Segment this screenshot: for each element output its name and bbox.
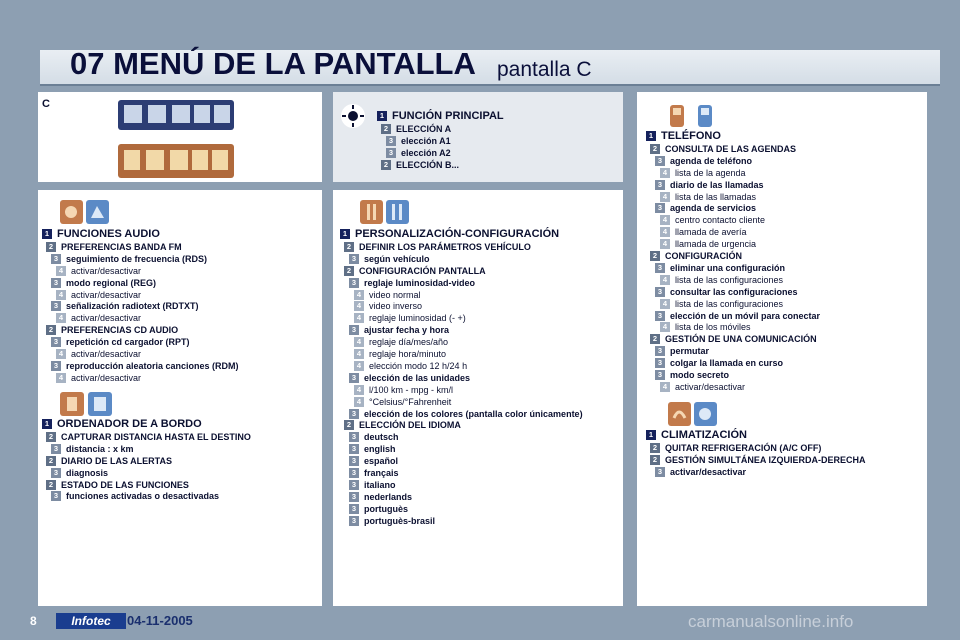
menu-item-label: activar/desactivar: [71, 349, 142, 359]
menu-item-label: lista de las configuraciones: [675, 298, 784, 309]
level-2-badge: 2: [650, 334, 660, 344]
level-2-badge: 2: [650, 443, 660, 453]
personal-menu-item: [349, 324, 449, 336]
menu-color-icons-icon: [118, 144, 234, 178]
menu-item-label: agenda de servicios: [670, 203, 757, 214]
personal-menu-item: [354, 336, 448, 348]
personal-menu-item: [349, 467, 399, 479]
personal-menu-item: [354, 384, 453, 396]
menu-item-label: portuguès-brasil: [364, 515, 436, 526]
level-3-badge: 3: [51, 444, 61, 454]
audio-icon: [60, 200, 110, 224]
level-3-badge: 3: [349, 278, 359, 288]
brightness-icon: [340, 103, 366, 129]
level-3-badge: 3: [51, 361, 61, 371]
telefono-menu-item: [660, 191, 756, 203]
audio-menu-item: [56, 372, 141, 384]
menu-item-label: elección modo 12 h/24 h: [369, 360, 468, 371]
level-3-badge: 3: [386, 136, 396, 146]
infotec-logo: Infotec: [56, 613, 126, 629]
level-3-badge: 3: [349, 373, 359, 383]
menu-item-label: CONFIGURACIÓN: [665, 251, 742, 261]
menu-item-label: agenda de teléfono: [670, 155, 753, 166]
level-4-badge: 4: [660, 275, 670, 285]
menu-item-label: colgar la llamada en curso: [670, 358, 784, 369]
personal-menu-item: [349, 408, 583, 420]
bordo-menu-item: [51, 443, 134, 455]
level-4-badge: 4: [354, 361, 364, 371]
level-3-badge: 3: [349, 456, 359, 466]
level-3-badge: 3: [655, 263, 665, 273]
level-2-badge: 2: [344, 266, 354, 276]
level-3-badge: 3: [349, 432, 359, 442]
menu-item-label: funciones activadas o desactivadas: [66, 491, 220, 502]
level-3-badge: 3: [349, 480, 359, 490]
level-3-badge: 3: [349, 516, 359, 526]
trip-computer-icon: [60, 392, 112, 416]
level-2-badge: 2: [650, 144, 660, 154]
level-4-badge: 4: [660, 322, 670, 332]
audio-menu-item: [56, 265, 141, 277]
level-1-badge: 1: [42, 229, 52, 239]
menu-item-label: ELECCIÓN B...: [396, 159, 460, 170]
menu-item-label: activar/desactivar: [71, 289, 142, 300]
level-3-badge: 3: [655, 311, 665, 321]
clima-menu-item: [646, 428, 747, 442]
menu-item-label: ajustar fecha y hora: [364, 325, 450, 336]
level-2-badge: 2: [650, 455, 660, 465]
footer-date: 04-11-2005: [127, 613, 193, 628]
level-3-badge: 3: [655, 156, 665, 166]
principal-menu-item: [377, 109, 504, 123]
level-1-badge: 1: [646, 131, 656, 141]
level-3-badge: 3: [386, 148, 396, 158]
clima-menu-item: [650, 442, 821, 454]
level-2-badge: 2: [381, 124, 391, 134]
menu-item-label: °Celsius/°Fahrenheit: [369, 396, 452, 407]
clima-menu-item: [650, 454, 866, 466]
level-4-badge: 4: [660, 382, 670, 392]
level-3-badge: 3: [349, 492, 359, 502]
menu-item-label: FUNCIONES AUDIO: [57, 228, 160, 240]
bordo-menu-item: [46, 455, 172, 467]
telefono-menu-item: [650, 333, 817, 345]
personal-menu-item: [349, 253, 430, 265]
personal-menu-item: [349, 277, 475, 289]
level-4-badge: 4: [56, 373, 66, 383]
page-number: 8: [30, 614, 37, 628]
menu-item-label: english: [364, 444, 396, 455]
menu-item-label: lista de las llamadas: [675, 191, 757, 202]
menu-item-label: CONFIGURACIÓN PANTALLA: [359, 265, 486, 276]
telefono-menu-item: [660, 321, 751, 333]
menu-item-label: elección A2: [401, 147, 451, 158]
level-4-badge: 4: [660, 192, 670, 202]
menu-item-label: permutar: [670, 346, 710, 357]
menu-item-label: activar/desactivar: [71, 372, 142, 383]
personal-menu-item: [349, 515, 435, 527]
telefono-menu-item: [655, 155, 752, 167]
principal-menu-item: [381, 123, 451, 135]
telefono-menu-item: [660, 274, 783, 286]
telefono-menu-item: [655, 369, 729, 381]
telefono-menu-item: [660, 238, 756, 250]
bordo-menu-item: [46, 479, 189, 491]
menu-item-label: seguimiento de frecuencia (RDS): [66, 253, 208, 264]
menu-item-label: llamada de urgencia: [675, 239, 757, 250]
personal-menu-item: [349, 431, 399, 443]
menu-item-label: FUNCIÓN PRINCIPAL: [392, 110, 504, 122]
level-4-badge: 4: [354, 385, 364, 395]
audio-menu-item: [42, 227, 160, 241]
telefono-menu-item: [655, 345, 709, 357]
menu-item-label: portuguès: [364, 503, 408, 514]
audio-menu-item: [56, 312, 141, 324]
level-3-badge: 3: [51, 468, 61, 478]
level-4-badge: 4: [56, 313, 66, 323]
telefono-menu-item: [655, 357, 783, 369]
bordo-menu-item: [46, 431, 251, 443]
telefono-menu-item: [655, 310, 820, 322]
menu-item-label: ESTADO DE LAS FUNCIONES: [61, 479, 189, 490]
level-4-badge: 4: [354, 301, 364, 311]
menu-item-label: centro contacto cliente: [675, 215, 766, 226]
menu-item-label: nederlands: [364, 491, 413, 502]
audio-menu-item: [51, 300, 199, 312]
telefono-menu-item: [655, 286, 798, 298]
menu-item-label: français: [364, 468, 399, 478]
screen-color-icon-strip: [118, 144, 234, 178]
level-1-badge: 1: [646, 430, 656, 440]
level-3-badge: 3: [51, 301, 61, 311]
menu-item-label: activar/desactivar: [670, 466, 747, 477]
audio-menu-item: [56, 348, 141, 360]
bordo-menu-item: [51, 467, 108, 479]
menu-item-label: lista de la agenda: [675, 167, 746, 178]
level-2-badge: 2: [344, 420, 354, 430]
menu-item-label: CONSULTA DE LAS AGENDAS: [665, 143, 797, 154]
menu-item-label: diario de las llamadas: [670, 179, 764, 190]
menu-item-label: según vehículo: [364, 253, 430, 264]
menu-item-label: l/100 km - mpg - km/l: [369, 384, 454, 395]
menu-item-label: reglaje luminosidad (- +): [369, 313, 466, 324]
phone-icon: [668, 104, 714, 128]
menu-item-label: ELECCIÓN A: [396, 123, 452, 134]
menu-item-label: italiano: [364, 479, 396, 490]
telefono-menu-item: [660, 214, 765, 226]
level-4-badge: 4: [354, 313, 364, 323]
personal-menu-item: [354, 348, 446, 360]
menu-item-label: español: [364, 456, 399, 467]
level-1-badge: 1: [340, 229, 350, 239]
personal-menu-item: [349, 503, 408, 515]
menu-item-label: activar/desactivar: [71, 265, 142, 276]
level-3-badge: 3: [51, 337, 61, 347]
bordo-menu-item: [42, 417, 202, 431]
level-2-badge: 2: [46, 480, 56, 490]
menu-item-label: QUITAR REFRIGERACIÓN (A/C OFF): [665, 442, 822, 453]
menu-item-label: deutsch: [364, 432, 399, 443]
telefono-menu-item: [655, 179, 764, 191]
telefono-menu-item: [650, 250, 742, 262]
audio-menu-item: [46, 241, 182, 253]
menu-item-label: activar/desactivar: [675, 381, 746, 392]
menu-item-label: PREFERENCIAS CD AUDIO: [61, 325, 179, 336]
menu-item-label: lista de los móviles: [675, 322, 751, 333]
level-3-badge: 3: [655, 358, 665, 368]
menu-item-label: elección de los colores (pantalla color únicamente): [364, 408, 583, 419]
level-4-badge: 4: [354, 337, 364, 347]
level-3-badge: 3: [655, 203, 665, 213]
personal-menu-item: [349, 479, 396, 491]
menu-item-label: reglaje día/mes/año: [369, 337, 449, 348]
telefono-menu-item: [655, 202, 756, 214]
settings-icon: [360, 200, 410, 224]
audio-menu-item: [51, 360, 239, 372]
principal-menu-item: [386, 147, 451, 159]
level-4-badge: 4: [660, 168, 670, 178]
level-3-badge: 3: [349, 325, 359, 335]
level-3-badge: 3: [349, 468, 359, 478]
menu-icons-icon: [118, 100, 234, 130]
telefono-menu-item: [655, 262, 785, 274]
level-4-badge: 4: [660, 215, 670, 225]
personal-menu-item: [349, 443, 396, 455]
climate-icon: [668, 402, 718, 426]
page-subtitle: pantalla C: [497, 58, 592, 81]
personal-menu-item: [344, 419, 461, 431]
audio-menu-item: [51, 277, 156, 289]
personal-menu-item: [344, 265, 486, 277]
page-title: 07 MENÚ DE LA PANTALLA: [70, 46, 476, 81]
level-4-badge: 4: [56, 349, 66, 359]
menu-item-label: repetición cd cargador (RPT): [66, 337, 190, 348]
level-4-badge: 4: [354, 397, 364, 407]
level-3-badge: 3: [349, 254, 359, 264]
level-2-badge: 2: [344, 242, 354, 252]
menu-item-label: eliminar una configuración: [670, 262, 786, 273]
menu-item-label: diagnosis: [66, 467, 109, 478]
level-4-badge: 4: [660, 239, 670, 249]
level-3-badge: 3: [349, 409, 359, 419]
audio-menu-item: [56, 289, 141, 301]
menu-item-label: distancia : x km: [66, 443, 134, 454]
level-3-badge: 3: [655, 346, 665, 356]
level-2-badge: 2: [46, 242, 56, 252]
level-3-badge: 3: [655, 467, 665, 477]
level-4-badge: 4: [354, 349, 364, 359]
menu-item-label: modo secreto: [670, 370, 730, 380]
level-4-badge: 4: [660, 299, 670, 309]
personal-menu-item: [354, 360, 467, 372]
audio-menu-item: [46, 324, 178, 336]
menu-item-label: consultar las configuraciones: [670, 286, 798, 297]
menu-item-label: PREFERENCIAS BANDA FM: [61, 241, 182, 252]
audio-menu-item: [51, 253, 207, 265]
level-4-badge: 4: [56, 290, 66, 300]
level-3-badge: 3: [655, 287, 665, 297]
menu-item-label: reglaje hora/minuto: [369, 349, 447, 359]
menu-item-label: reglaje luminosidad-video: [364, 277, 476, 288]
audio-menu-item: [51, 336, 190, 348]
level-3-badge: 3: [655, 180, 665, 190]
menu-item-label: GESTIÓN SIMULTÁNEA IZQUIERDA-DERECHA: [665, 454, 866, 465]
menu-item-label: llamada de avería: [675, 227, 747, 238]
personal-menu-item: [354, 396, 451, 408]
screen-label: C: [42, 98, 50, 110]
menu-item-label: elección de las unidades: [364, 372, 471, 383]
menu-item-label: activar/desactivar: [71, 313, 142, 324]
personal-menu-item: [349, 491, 412, 503]
telefono-menu-item: [660, 226, 747, 238]
level-2-badge: 2: [46, 325, 56, 335]
menu-item-label: ORDENADOR DE A BORDO: [57, 418, 202, 430]
level-3-badge: 3: [51, 491, 61, 501]
menu-item-label: señalización radiotext (RDTXT): [66, 301, 199, 312]
menu-item-label: DIARIO DE LAS ALERTAS: [61, 455, 173, 466]
level-3-badge: 3: [51, 254, 61, 264]
personal-menu-item: [354, 300, 422, 312]
level-4-badge: 4: [660, 227, 670, 237]
menu-item-label: PERSONALIZACIÓN-CONFIGURACIÓN: [355, 228, 560, 240]
telefono-menu-item: [660, 167, 746, 179]
telefono-menu-item: [646, 129, 721, 143]
menu-item-label: video inverso: [369, 301, 423, 312]
level-3-badge: 3: [349, 444, 359, 454]
personal-menu-item: [349, 455, 398, 467]
menu-item-label: reproducción aleatoria canciones (RDM): [66, 360, 239, 371]
level-1-badge: 1: [42, 419, 52, 429]
level-3-badge: 3: [349, 504, 359, 514]
level-2-badge: 2: [650, 251, 660, 261]
personal-menu-item: [354, 312, 466, 324]
clima-menu-item: [655, 466, 746, 478]
menu-item-label: modo regional (REG): [66, 277, 156, 288]
telefono-menu-item: [660, 298, 783, 310]
principal-menu-item: [386, 135, 451, 147]
watermark: carmanualsonline.info: [688, 612, 854, 631]
principal-menu-item: [381, 159, 459, 171]
menu-item-label: DEFINIR LOS PARÁMETROS VEHÍCULO: [359, 241, 531, 252]
menu-item-label: elección de un móvil para conectar: [670, 310, 821, 321]
level-2-badge: 2: [46, 432, 56, 442]
telefono-menu-item: [660, 381, 745, 393]
telefono-menu-item: [650, 143, 796, 155]
level-3-badge: 3: [655, 370, 665, 380]
personal-menu-item: [340, 227, 559, 241]
menu-item-label: lista de las configuraciones: [675, 274, 784, 285]
personal-menu-item: [349, 372, 470, 384]
menu-item-label: ELECCIÓN DEL IDIOMA: [359, 420, 461, 431]
bordo-menu-item: [51, 490, 219, 502]
level-1-badge: 1: [377, 111, 387, 121]
level-4-badge: 4: [354, 290, 364, 300]
menu-item-label: elección A1: [401, 135, 451, 146]
level-2-badge: 2: [46, 456, 56, 466]
personal-menu-item: [354, 289, 421, 301]
menu-item-label: CLIMATIZACIÓN: [661, 429, 747, 441]
level-4-badge: 4: [56, 266, 66, 276]
menu-item-label: GESTIÓN DE UNA COMUNICACIÓN: [665, 334, 817, 345]
menu-item-label: video normal: [369, 289, 421, 300]
screen-icon-strip: [118, 100, 234, 130]
principal-panel: [333, 92, 623, 182]
personal-menu-item: [344, 241, 531, 253]
level-3-badge: 3: [51, 278, 61, 288]
menu-item-label: TELÉFONO: [661, 130, 721, 142]
level-2-badge: 2: [381, 160, 391, 170]
menu-item-label: CAPTURAR DISTANCIA HASTA EL DESTINO: [61, 431, 251, 442]
